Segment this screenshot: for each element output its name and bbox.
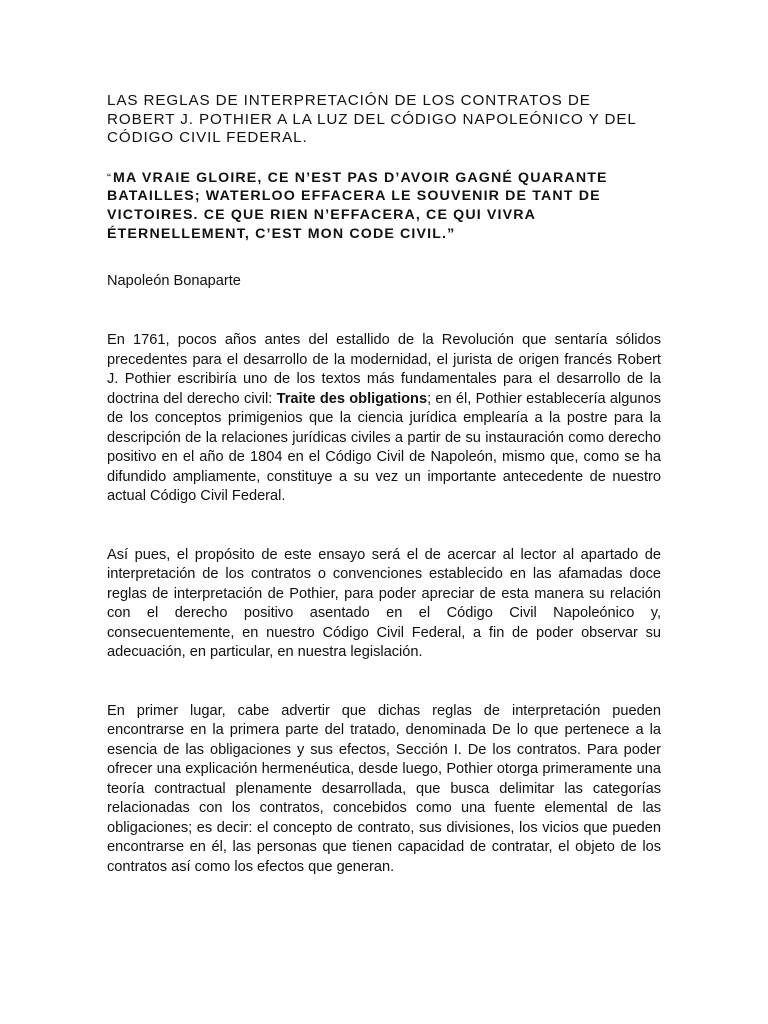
paragraph-3: En primer lugar, cabe advertir que dichas reglas de interpretación pueden encontrarse en la primera parte del tratado, denominada De lo que pertenece a la esencia de las obligaciones y sus efectos, Sección I. De los contratos. Para poder ofrecer una explicación hermenéutica, desde luego, Pothier otorga primeramente una teoría contractual plenamente desarrollada, que busca delimitar las categorías relacionadas con los contratos, concebidos como una fuente elemental de las obligaciones; es decir: el concepto de contrato, sus divisiones, los vicios que pueden encontrarse en él, las personas que tienen capacidad de contratar, el objeto de los contratos así como los efectos que generan. [107,702,661,875]
quote-open-mark: “ [107,170,111,185]
epigraph-quote [107,169,661,244]
quote-text: MA VRAIE GLOIRE, CE N’EST PAS D’AVOIR GAGNÉ QUARANTE BATAILLES; WATERLOO EFFACERA LE SOUVENIR DE TANT DE VICTOIRES. CE QUE RIEN N’EFFACERA, CE QUI VIVRA ÉTERNELLEMENT, C’EST MON CODE CIVIL.” [107,169,608,242]
quote-author: Napoleón Bonaparte [107,273,241,290]
paragraph-1 [107,331,661,507]
book-title-bold: Traite des obligations [276,390,428,407]
document-title: LAS REGLAS DE INTERPRETACIÓN DE LOS CONTRATOS DE ROBERT J. POTHIER A LA LUZ DEL CÓDIGO NAPOLEÓNICO Y DEL CÓDIGO CIVIL FEDERAL. [107,92,637,146]
document-page [107,92,661,877]
paragraph-1-text-after: ; en él, Pothier establecería algunos de los conceptos primigenios que la ciencia jurídica emplearía a la postre para la descripción de la relaciones jurídicas civiles a partir de su instauración como derecho positivo en el año de 1804 en el Código Civil de Napoleón, mismo que, como se ha difundido ampliamente, constituye a su vez un importante antecedente de nuestro actual Código Civil Federal. [107,390,662,505]
paragraph-1-text-before: En 1761, pocos años antes del estallido de la Revolución que sentaría sólidos precedentes para el desarrollo de la modernidad, el jurista de origen francés Robert J. Pothier escribiría uno de los textos más fundamentales para el desarrollo de la doctrina del derecho civil: [107,332,661,407]
paragraph-2: Así pues, el propósito de este ensayo será el de acercar al lector al apartado de interpretación de los contratos o convenciones establecido en las afamadas doce reglas de interpretación de Pothier, para poder apreciar de esta manera su relación con el derecho positivo asentado en el Código Civil Napoleónico y, consecuentemente, en nuestro Código Civil Federal, a fin de poder observar su adecuación, en particular, en nuestra legislación. [107,546,661,661]
